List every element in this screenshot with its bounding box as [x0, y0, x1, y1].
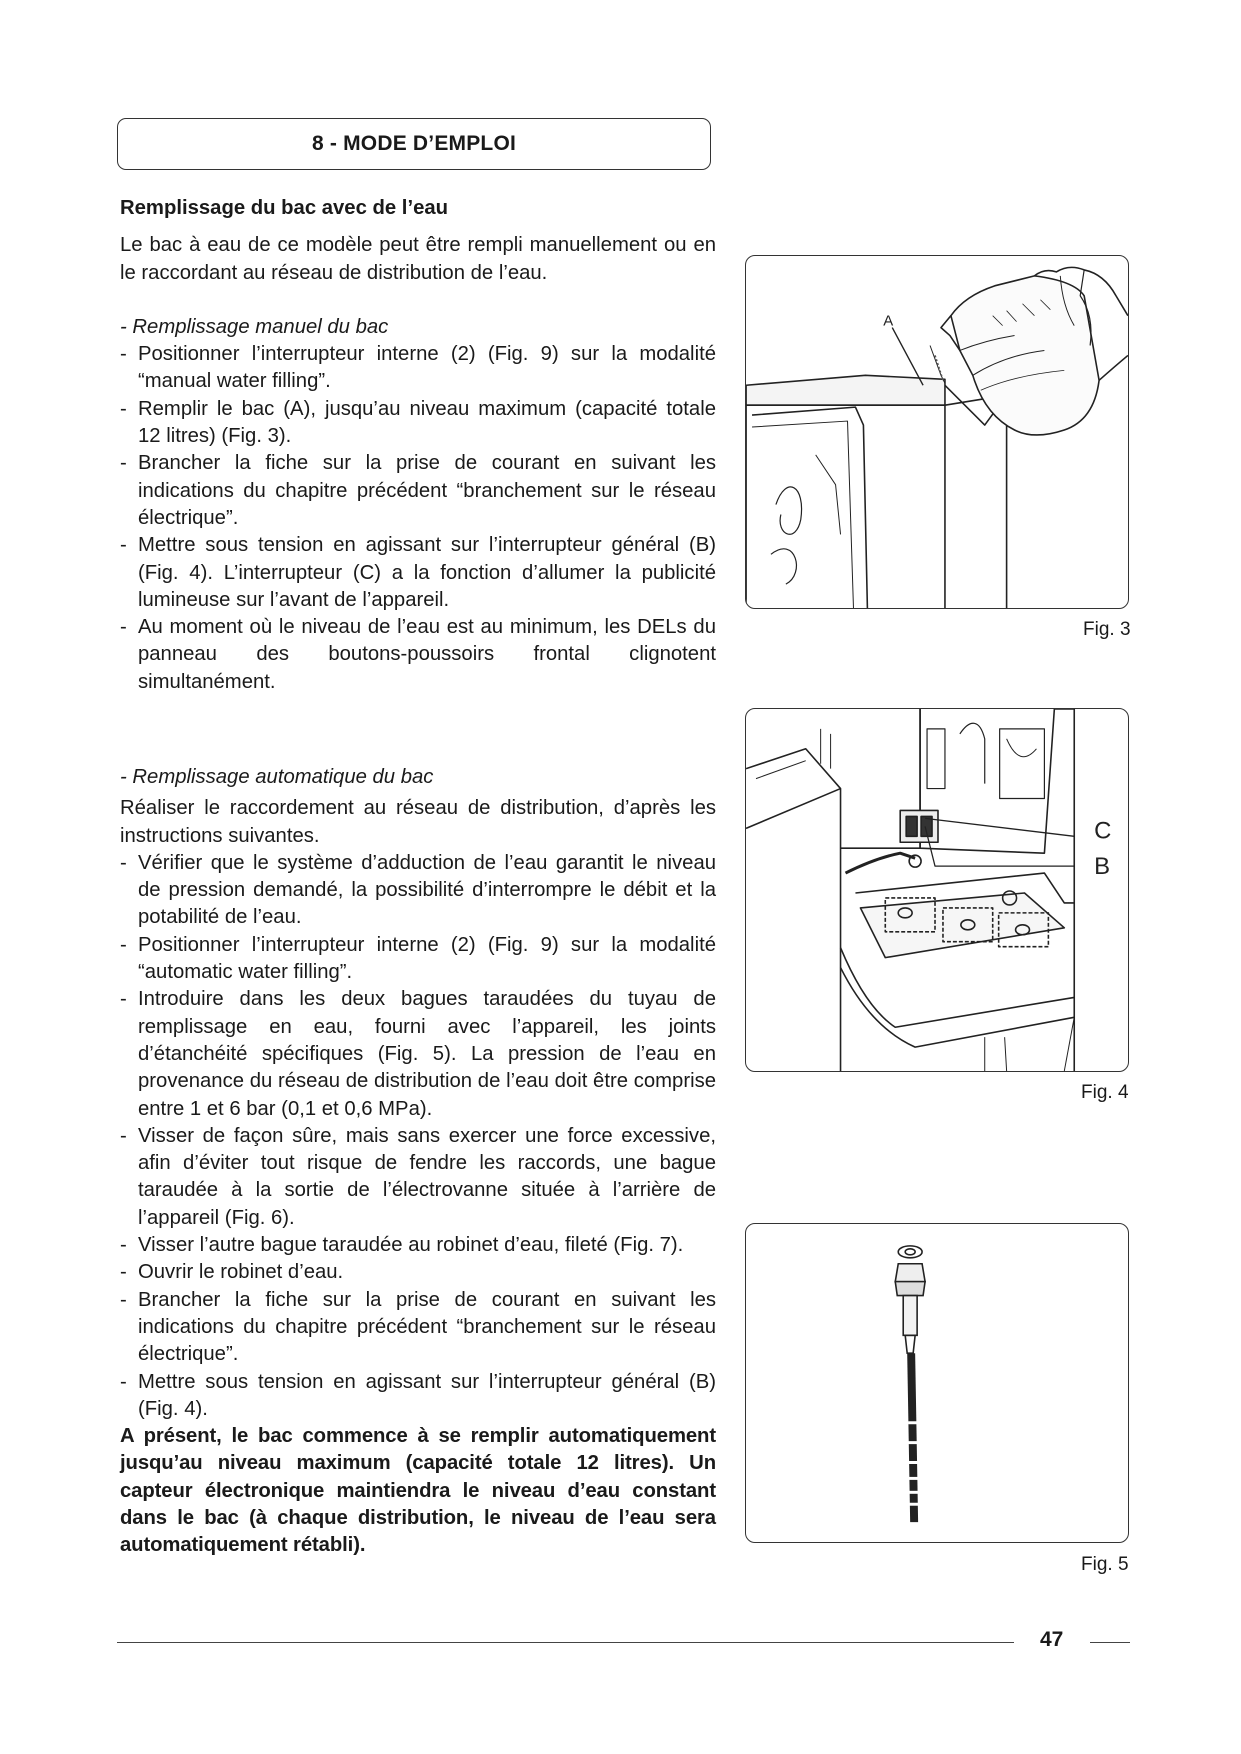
- list-item: - Visser de façon sûre, mais sans exercer une force excessive, afin d’éviter tout risque de fendre les raccords, une bague taraudée à la sortie de l’électrovanne située à l’arrière de l’appareil (Fig. 6).: [120, 1123, 716, 1232]
- section-title: 8 - MODE D’EMPLOI: [117, 118, 711, 170]
- list-item: - Positionner l’interrupteur interne (2) (Fig. 9) sur la modalité “automatic water filling”.: [120, 932, 716, 987]
- footer-rule-left: [117, 1642, 1014, 1643]
- list-item: - Visser l’autre bague taraudée au robinet d’eau, fileté (Fig. 7).: [120, 1232, 716, 1259]
- figure-3-label-a: A: [883, 313, 894, 330]
- list-item: - Introduire dans les deux bagues taraudées du tuyau de remplissage en eau, fourni avec l’appareil, les joints d’étanchéité spécifiques (Fig. 5). La pression de l’eau en provenance du réseau de distribution de l’eau doit être comprise entre 1 et 6 bar (0,1 et 0,6 MPa).: [120, 986, 716, 1122]
- auto-intro: Réaliser le raccordement au réseau de distribution, d’après les instructions suivantes.: [120, 797, 716, 847]
- manual-subtitle: - Remplissage manuel du bac: [120, 315, 389, 338]
- fill-intro: Le bac à eau de ce modèle peut être rempli manuellement ou en le raccordant au réseau de distribution de l’eau.: [120, 234, 716, 284]
- list-item: - Mettre sous tension en agissant sur l’interrupteur général (B) (Fig. 4). L’interrupteur (C) a la fonction d’allumer la publicité lumineuse sur l’avant de l’appareil.: [120, 532, 716, 614]
- list-item: - Vérifier que le système d’adduction de l’eau garantit le niveau de pression demandé, la possibilité d’interrompre le débit et la potabilité de l’eau.: [120, 850, 716, 932]
- auto-section: [120, 764, 716, 1560]
- list-item: - Mettre sous tension en agissant sur l’interrupteur général (B) (Fig. 4).: [120, 1369, 716, 1424]
- list-item: - Positionner l’interrupteur interne (2) (Fig. 9) sur la modalité “manual water filling”.: [120, 341, 716, 396]
- list-item: - Brancher la fiche sur la prise de courant en suivant les indications du chapitre précédent “branchement sur le réseau électrique”.: [120, 1287, 716, 1369]
- water-jug-illustration: [746, 256, 1128, 608]
- manual-list: [120, 341, 716, 696]
- figure-4-caption: Fig. 4: [1081, 1082, 1129, 1103]
- list-item: - Brancher la fiche sur la prise de courant en suivant les indications du chapitre précédent “branchement sur le réseau électrique”.: [120, 450, 716, 532]
- figure-3-caption: Fig. 3: [1083, 619, 1131, 640]
- list-item: - Au moment où le niveau de l’eau est au minimum, les DELs du panneau des boutons-poussoirs frontal clignotent simultanément.: [120, 614, 716, 696]
- auto-subtitle: - Remplissage automatique du bac: [120, 766, 434, 788]
- hose-illustration: [746, 1224, 1128, 1542]
- manual-section: [120, 195, 716, 696]
- page-number: 47: [1040, 1628, 1064, 1651]
- figure-5: [745, 1223, 1129, 1543]
- footer-rule-right: [1090, 1642, 1130, 1643]
- list-item: - Ouvrir le robinet d’eau.: [120, 1259, 716, 1286]
- figure-3: [745, 255, 1129, 609]
- auto-list: [120, 850, 716, 1423]
- machine-switches-illustration: [746, 709, 1128, 1071]
- figure-4-label-b: B: [1094, 853, 1111, 881]
- figure-5-caption: Fig. 5: [1081, 1554, 1129, 1575]
- figure-4: [745, 708, 1129, 1072]
- auto-note: A présent, le bac commence à se remplir automatiquement jusqu’au niveau maximum (capacité totale 12 litres). Un capteur électronique maintiendra le niveau d’eau constant dans le bac (à chaque distribution, le niveau de l’eau sera automatiquement rétabli).: [120, 1425, 716, 1557]
- list-item: - Remplir le bac (A), jusqu’au niveau maximum (capacité totale 12 litres) (Fig. 3).: [120, 396, 716, 451]
- figure-4-label-c: C: [1094, 817, 1112, 845]
- fill-heading: Remplissage du bac avec de l’eau: [120, 197, 449, 219]
